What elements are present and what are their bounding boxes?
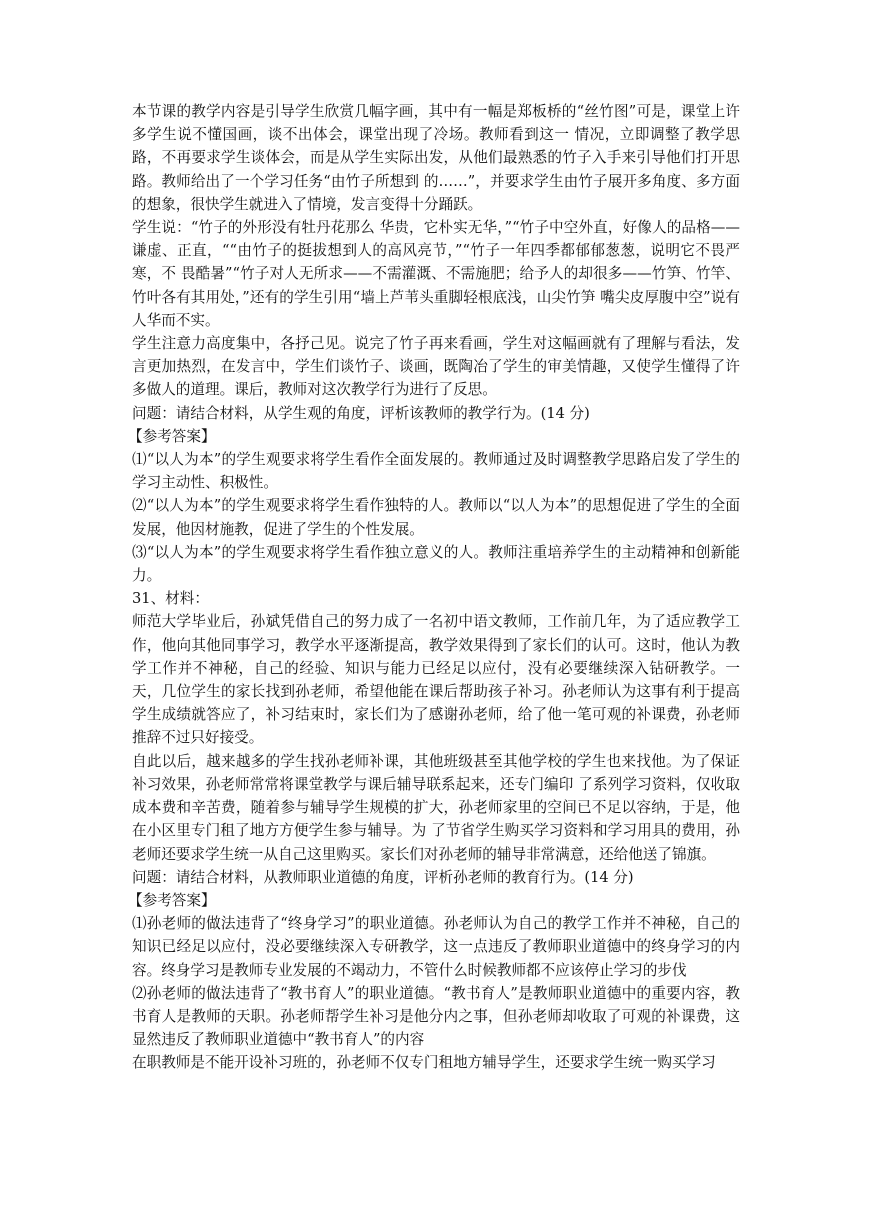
answer-item: ⑴“以人为本”的学生观要求将学生看作全面发展的。教师通过及时调整教学思路启发了学生的学习主动性、积极性。	[132, 451, 740, 492]
item-label: 31、材料：	[132, 590, 209, 608]
question-text: 问题：请结合材料，从教师职业道德的角度，评析孙老师的教育行为。(14 分)	[132, 868, 634, 886]
material-paragraph: 学生注意力高度集中，各抒己见。说完了竹子再来看画，学生对这幅画就有了理解与看法，发言更加热烈，在发言中，学生们谈竹子、谈画，既陶冶了学生的审美情趣，又使学生懂得了许多做人的道理。课后，教师对这次教学行为进行了反思。	[132, 335, 740, 399]
material-paragraph: 学生说：“竹子的外形没有牡丹花那么 华贵，它朴实无华，”“竹子中空外直，好像人的品格——谦虚、正直，““由竹子的挺拔想到人的高风亮节，”“竹子一年四季都郁郁葱葱，说明它不畏严寒，不 畏酷暑”“竹子对人无所求——不需灌溉、不需施肥；给予人的却很多——竹笋、竹竿、竹叶各有其用处，”还有的学生引用“墙上芦苇头重脚轻根底浅，山尖竹笋 嘴尖皮厚腹中空”说有人华而不实。	[132, 219, 740, 329]
material-paragraph: 师范大学毕业后，孙斌凭借自己的努力成了一名初中语文教师，工作前几年，为了适应教学工作，他向其他同事学习，教学水平逐渐提高，教学效果得到了家长们的认可。这时，他认为教学工作并不神秘，自己的经验、知识与能力已经足以应付，没有必要继续深入钻研教学。一天，几位学生的家长找到孙老师，希望他能在课后帮助孩子补习。孙老师认为这事有利于提高学生成绩就答应了，补习结束时，家长们为了感谢孙老师，给了他一笔可观的补课费，孙老师推辞不过只好接受。	[132, 613, 740, 747]
answer-item: 在职教师是不能开设补习班的，孙老师不仅专门租地方辅导学生，还要求学生统一购买学习	[132, 1054, 716, 1072]
answer-heading: 【参考答案】	[128, 427, 216, 445]
material-paragraph: 本节课的教学内容是引导学生欣赏几幅字画，其中有一幅是郑板桥的“丝竹图”可是，课堂上许多学生说不懂国画，谈不出体会，课堂出现了冷场。教师看到这一 情况，立即调整了教学思路，不再要求学生谈体会，而是从学生实际出发，从他们最熟悉的竹子入手来引导他们打开思路。教师给出了一个学习任务“由竹子所想到 的……”，并要求学生由竹子展开多角度、多方面的想象，很快学生就进入了情境，发言变得十分踊跃。	[132, 103, 740, 213]
answer-heading: 【参考答案】	[128, 891, 216, 909]
material-paragraph: 自此以后，越来越多的学生找孙老师补课，其他班级甚至其他学校的学生也来找他。为了保证补习效果，孙老师常常将课堂教学与课后辅导联系起来，还专门编印 了系列学习资料，仅收取成本费和辛苦费，随着参与辅导学生规模的扩大，孙老师家里的空间已不足以容纳，于是，他在小区里专门租了地方方便学生参与辅导。为 了节省学生购买学习资料和学习用具的费用，孙老师还要求学生统一从自己这里购买。家长们对孙老师的辅导非常满意，还给他送了锦旗。	[132, 752, 740, 863]
answer-item: ⑵“以人为本”的学生观要求将学生看作独特的人。教师以“以人为本”的思想促进了学生的全面发展，他因材施教，促进了学生的个性发展。	[132, 497, 740, 538]
answer-item: ⑴孙老师的做法违背了“终身学习”的职业道德。孙老师认为自己的教学工作并不神秘，自己的知识已经足以应付，没必要继续深入专研教学，这一点违反了教师职业道德中的终身学习的内容。终身学习是教师专业发展的不竭动力，不管什么时候教师都不应该停止学习的步伐	[132, 915, 740, 979]
document-page	[128, 100, 740, 1075]
question-text: 问题：请结合材料，从学生观的角度，评析该教师的教学行为。(14 分)	[132, 404, 590, 422]
answer-item: ⑵孙老师的做法违背了“教书育人”的职业道德。“教书育人”是教师职业道德中的重要内容，教书育人是教师的天职。孙老师帮学生补习是他分内之事，但孙老师却收取了可观的补课费，这显然违反了教师职业道德中“教书育人”的内容	[132, 984, 740, 1049]
answer-item: ⑶“以人为本”的学生观要求将学生看作独立意义的人。教师注重培养学生的主动精神和创新能力。	[132, 543, 740, 585]
